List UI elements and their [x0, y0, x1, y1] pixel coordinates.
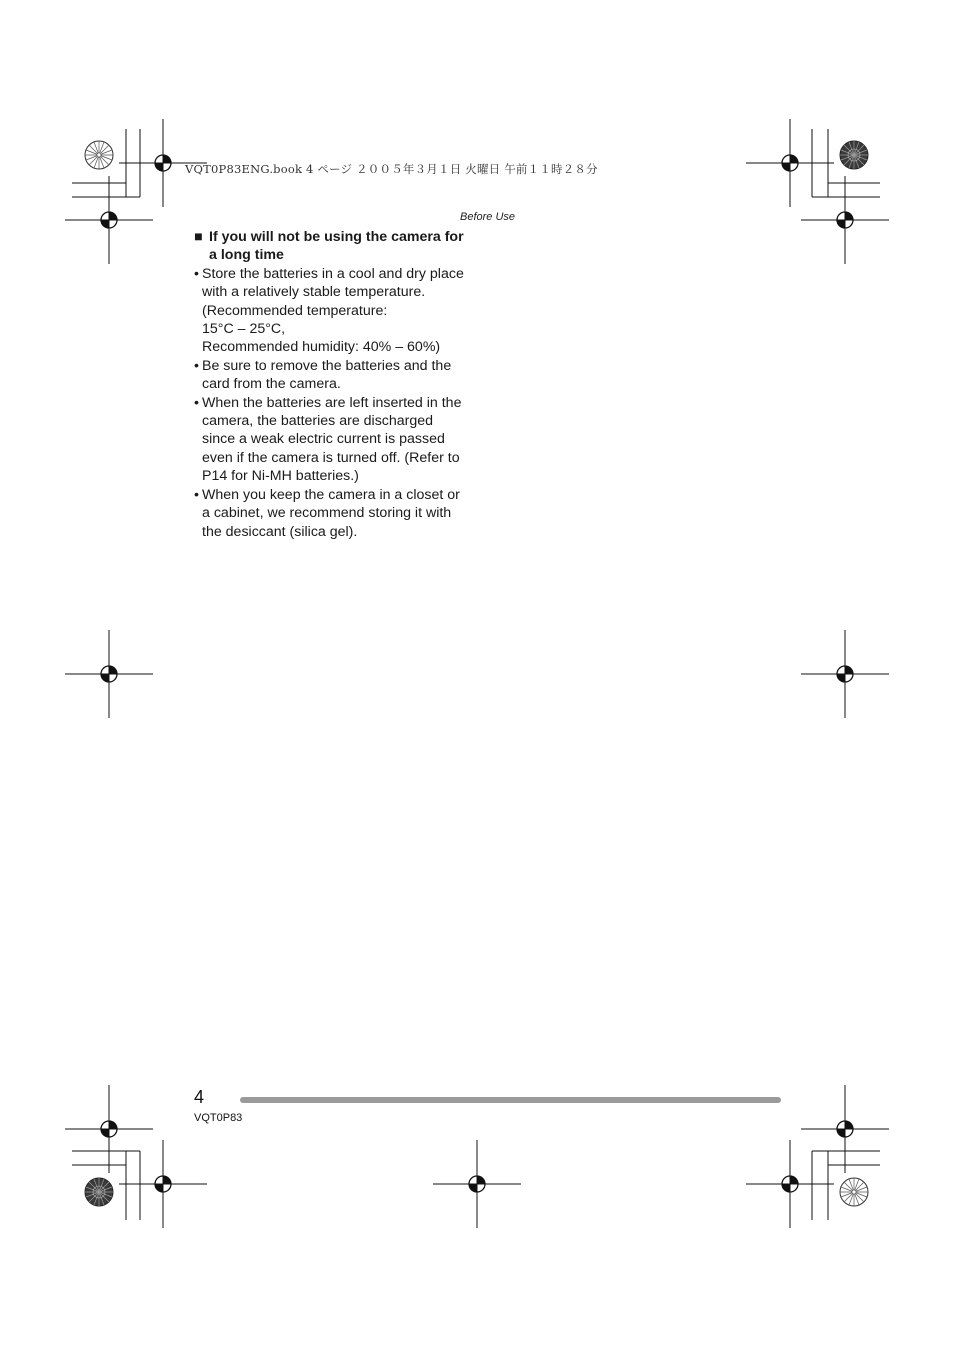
- list-item-line: • Be sure to remove the batteries and the: [202, 357, 452, 374]
- list-item-line: • When you keep the camera in a closet or: [202, 486, 460, 503]
- star-target-icon: [840, 1178, 868, 1206]
- page-number: 4: [194, 1087, 205, 1107]
- registration-mark-icon: [119, 1140, 207, 1228]
- list-item: [194, 265, 484, 357]
- registration-mark-icon: [801, 176, 889, 264]
- model-code: VQT0P83: [194, 1112, 243, 1124]
- list-item-line: camera, the batteries are discharged: [202, 413, 434, 430]
- section-heading: [194, 228, 484, 265]
- heading-line: a long time: [209, 247, 284, 264]
- star-target-icon: [840, 141, 868, 169]
- list-item-line: the desiccant (silica gel).: [202, 523, 358, 540]
- list-item-line: even if the camera is turned off. (Refer to: [202, 449, 460, 466]
- list-item-line: a cabinet, we recommend storing it with: [202, 505, 452, 522]
- list-item-line: with a relatively stable temperature.: [202, 284, 426, 301]
- list-item-line: • When the batteries are left inserted in the: [202, 394, 462, 411]
- registration-mark-icon: [433, 1140, 521, 1228]
- footer-rule: [240, 1097, 781, 1103]
- print-file-info: VQT0P83ENG.book 4 ページ ２００５年３月１日 火曜日 午前１１時２８分: [185, 162, 598, 176]
- registration-mark-icon: [801, 1085, 889, 1173]
- main-content: [194, 228, 484, 541]
- list-item: [194, 357, 484, 394]
- registration-mark-icon: [746, 1140, 834, 1228]
- square-bullet-icon: ■: [194, 229, 203, 245]
- list-item-line: (Recommended temperature:: [202, 302, 388, 319]
- bullet-list: [194, 265, 484, 541]
- list-item: [194, 394, 484, 486]
- registration-mark-icon: [746, 119, 834, 207]
- star-target-icon: [85, 141, 113, 169]
- list-item-line: since a weak electric current is passed: [202, 431, 445, 448]
- star-target-icon: [85, 1178, 113, 1206]
- list-item-line: 15°C – 25°C,: [202, 321, 286, 338]
- registration-mark-icon: [65, 630, 153, 718]
- list-item: [194, 486, 484, 541]
- registration-mark-icon: [801, 630, 889, 718]
- list-item-line: • Store the batteries in a cool and dry place: [202, 265, 464, 282]
- list-item-line: P14 for Ni-MH batteries.): [202, 468, 359, 485]
- section-label: Before Use: [460, 211, 516, 223]
- heading-line: If you will not be using the camera for: [209, 229, 464, 245]
- list-item-line: card from the camera.: [202, 376, 341, 393]
- list-item-line: Recommended humidity: 40% – 60%): [202, 339, 441, 356]
